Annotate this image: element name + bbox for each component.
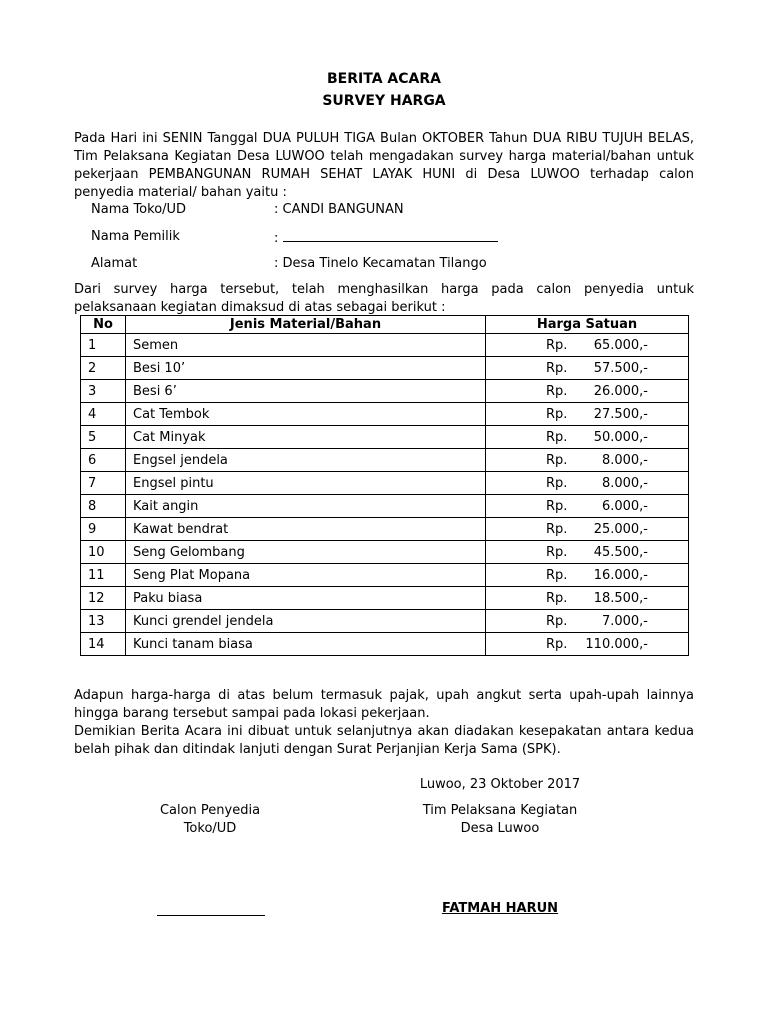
- row-number: 10: [81, 541, 126, 564]
- unit-price-cell: [486, 633, 689, 656]
- table-body: [81, 334, 689, 656]
- row-number: 2: [81, 357, 126, 380]
- price-amount: 16.000,-: [593, 568, 648, 583]
- price-amount: 8.000,-: [601, 476, 648, 491]
- closing-text-1: Adapun harga-harga di atas belum termasuk pajak, upah angkut serta upah-upah lainnya hingga barang tersebut sampai pada lokasi pekerjaan.: [74, 688, 694, 721]
- material-name: Kait angin: [126, 495, 486, 518]
- unit-price-cell: [486, 357, 689, 380]
- currency-label: Rp.: [546, 476, 568, 491]
- price-amount: 110.000,-: [585, 637, 648, 652]
- vendor-owner-value: :: [274, 231, 279, 246]
- unit-price-cell: [486, 564, 689, 587]
- currency-label: Rp.: [546, 361, 568, 376]
- unit-price-cell: [486, 541, 689, 564]
- row-number: 7: [81, 472, 126, 495]
- document-subtitle: SURVEY HARGA: [322, 93, 446, 109]
- table-row: [81, 472, 689, 495]
- table-row: [81, 334, 689, 357]
- vendor-owner-blank-line: [283, 229, 498, 242]
- right-signature-subtitle: Desa Luwoo: [460, 821, 540, 836]
- document-title: BERITA ACARA: [327, 71, 441, 87]
- currency-label: Rp.: [546, 430, 568, 445]
- vendor-owner-value-wrap: [274, 229, 498, 246]
- material-name: Engsel pintu: [126, 472, 486, 495]
- table-row: [81, 541, 689, 564]
- unit-price-cell: [486, 449, 689, 472]
- currency-label: Rp.: [546, 338, 568, 353]
- material-name: Besi 6’: [126, 380, 486, 403]
- price-amount: 7.000,-: [601, 614, 648, 629]
- material-name: Kunci grendel jendela: [126, 610, 486, 633]
- vendor-name-label: Nama Toko/UD: [91, 202, 187, 217]
- material-name: Seng Gelombang: [126, 541, 486, 564]
- intro-paragraph: [74, 130, 694, 202]
- vendor-address-value: : Desa Tinelo Kecamatan Tilango: [274, 256, 487, 271]
- unit-price-cell: [486, 518, 689, 541]
- currency-label: Rp.: [546, 545, 568, 560]
- price-amount: 65.000,-: [593, 338, 648, 353]
- price-table: [80, 315, 689, 656]
- currency-label: Rp.: [546, 591, 568, 606]
- price-amount: 45.500,-: [593, 545, 648, 560]
- unit-price-cell: [486, 380, 689, 403]
- currency-label: Rp.: [546, 637, 568, 652]
- right-signature-name: FATMAH HARUN: [441, 901, 559, 916]
- currency-label: Rp.: [546, 499, 568, 514]
- material-name: Cat Minyak: [126, 426, 486, 449]
- header-material: Jenis Material/Bahan: [126, 316, 486, 334]
- row-number: 14: [81, 633, 126, 656]
- price-amount: 57.500,-: [593, 361, 648, 376]
- unit-price-cell: [486, 472, 689, 495]
- row-number: 13: [81, 610, 126, 633]
- vendor-name-value: : CANDI BANGUNAN: [274, 202, 404, 217]
- currency-label: Rp.: [546, 453, 568, 468]
- table-row: [81, 357, 689, 380]
- row-number: 11: [81, 564, 126, 587]
- currency-label: Rp.: [546, 614, 568, 629]
- closing-text-2: Demikian Berita Acara ini dibuat untuk selanjutnya akan diadakan kesepakatan antara kedua belah pihak dan ditindak lanjuti dengan Surat Perjanjian Kerja Sama (SPK).: [74, 724, 694, 757]
- price-amount: 6.000,-: [601, 499, 648, 514]
- price-amount: 18.500,-: [593, 591, 648, 606]
- row-number: 1: [81, 334, 126, 357]
- material-name: Semen: [126, 334, 486, 357]
- left-signature-line: [157, 915, 265, 916]
- currency-label: Rp.: [546, 522, 568, 537]
- row-number: 9: [81, 518, 126, 541]
- vendor-address-label: Alamat: [91, 256, 138, 271]
- material-name: Paku biasa: [126, 587, 486, 610]
- material-name: Cat Tembok: [126, 403, 486, 426]
- row-number: 5: [81, 426, 126, 449]
- left-signature-subtitle: Toko/UD: [183, 821, 237, 836]
- right-signature-title: Tim Pelaksana Kegiatan: [422, 803, 578, 818]
- material-name: Kawat bendrat: [126, 518, 486, 541]
- header-price: Harga Satuan: [486, 316, 689, 334]
- table-row: [81, 426, 689, 449]
- unit-price-cell: [486, 334, 689, 357]
- unit-price-cell: [486, 610, 689, 633]
- row-number: 12: [81, 587, 126, 610]
- row-number: 3: [81, 380, 126, 403]
- table-row: [81, 495, 689, 518]
- left-signature-block: [110, 802, 310, 838]
- table-row: [81, 564, 689, 587]
- price-amount: 50.000,-: [593, 430, 648, 445]
- table-row: [81, 380, 689, 403]
- material-name: Seng Plat Mopana: [126, 564, 486, 587]
- survey-paragraph: [74, 281, 694, 317]
- closing-paragraph: [74, 687, 694, 759]
- table-row: [81, 449, 689, 472]
- row-number: 8: [81, 495, 126, 518]
- header-no: No: [81, 316, 126, 334]
- table-row: [81, 610, 689, 633]
- table-row: [81, 518, 689, 541]
- unit-price-cell: [486, 495, 689, 518]
- price-amount: 27.500,-: [593, 407, 648, 422]
- material-name: Besi 10’: [126, 357, 486, 380]
- price-amount: 25.000,-: [593, 522, 648, 537]
- price-amount: 8.000,-: [601, 453, 648, 468]
- unit-price-cell: [486, 426, 689, 449]
- survey-text: Dari survey harga tersebut, telah menghasilkan harga pada calon penyedia untuk pelaksanaan kegiatan dimaksud di atas sebagai berikut :: [74, 282, 694, 315]
- material-name: Kunci tanam biasa: [126, 633, 486, 656]
- table-row: [81, 587, 689, 610]
- row-number: 4: [81, 403, 126, 426]
- table-header-row: [81, 316, 689, 334]
- left-signature-title: Calon Penyedia: [159, 803, 261, 818]
- unit-price-cell: [486, 587, 689, 610]
- price-amount: 26.000,-: [593, 384, 648, 399]
- place-date: Luwoo, 23 Oktober 2017: [419, 777, 581, 792]
- currency-label: Rp.: [546, 407, 568, 422]
- unit-price-cell: [486, 403, 689, 426]
- material-name: Engsel jendela: [126, 449, 486, 472]
- right-signature-block: [380, 802, 620, 838]
- vendor-owner-label: Nama Pemilik: [91, 229, 180, 244]
- currency-label: Rp.: [546, 384, 568, 399]
- row-number: 6: [81, 449, 126, 472]
- table-row: [81, 633, 689, 656]
- intro-text: Pada Hari ini SENIN Tanggal DUA PULUH TIGA Bulan OKTOBER Tahun DUA RIBU TUJUH BELAS, Tim Pelaksana Kegiatan Desa LUWOO telah mengadakan survey harga material/bahan untuk pekerjaan PEMBANGUNAN RUMAH SEHAT LAYAK HUNI di Desa LUWOO terhadap calon penyedia material/ bahan yaitu :: [74, 131, 694, 200]
- currency-label: Rp.: [546, 568, 568, 583]
- table-row: [81, 403, 689, 426]
